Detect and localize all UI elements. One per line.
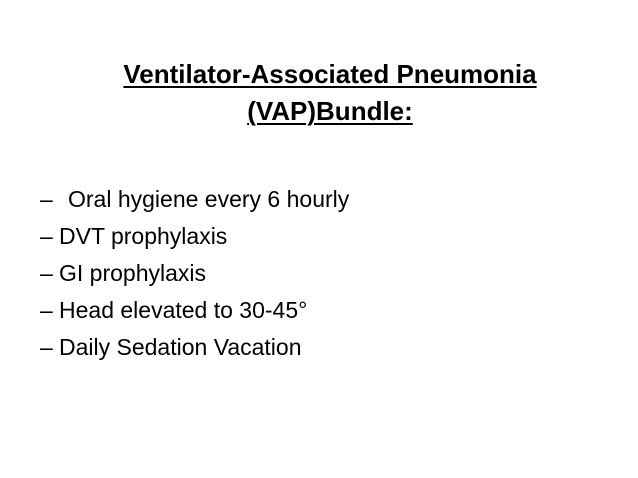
slide-title-line-2: (VAP)Bundle: bbox=[247, 96, 413, 126]
bullet-text: Head elevated to 30-45° bbox=[59, 297, 308, 323]
bullet-list bbox=[40, 181, 600, 366]
bullet-text: Oral hygiene every 6 hourly bbox=[68, 186, 350, 212]
list-item bbox=[40, 255, 600, 292]
bullet-text: Daily Sedation Vacation bbox=[59, 334, 302, 360]
list-item bbox=[40, 292, 600, 329]
bullet-text: DVT prophylaxis bbox=[59, 223, 228, 249]
dash-bullet-icon: – bbox=[40, 223, 53, 249]
dash-bullet-icon: – bbox=[40, 297, 53, 323]
list-item bbox=[40, 181, 600, 218]
slide-title bbox=[60, 56, 600, 130]
list-item bbox=[40, 329, 600, 366]
dash-bullet-icon: – bbox=[40, 260, 53, 286]
dash-bullet-icon: – bbox=[40, 334, 53, 360]
list-item bbox=[40, 218, 600, 255]
slide-title-line-1: Ventilator-Associated Pneumonia bbox=[123, 59, 537, 89]
dash-bullet-icon: – bbox=[40, 186, 53, 212]
bullet-text: GI prophylaxis bbox=[59, 260, 207, 286]
